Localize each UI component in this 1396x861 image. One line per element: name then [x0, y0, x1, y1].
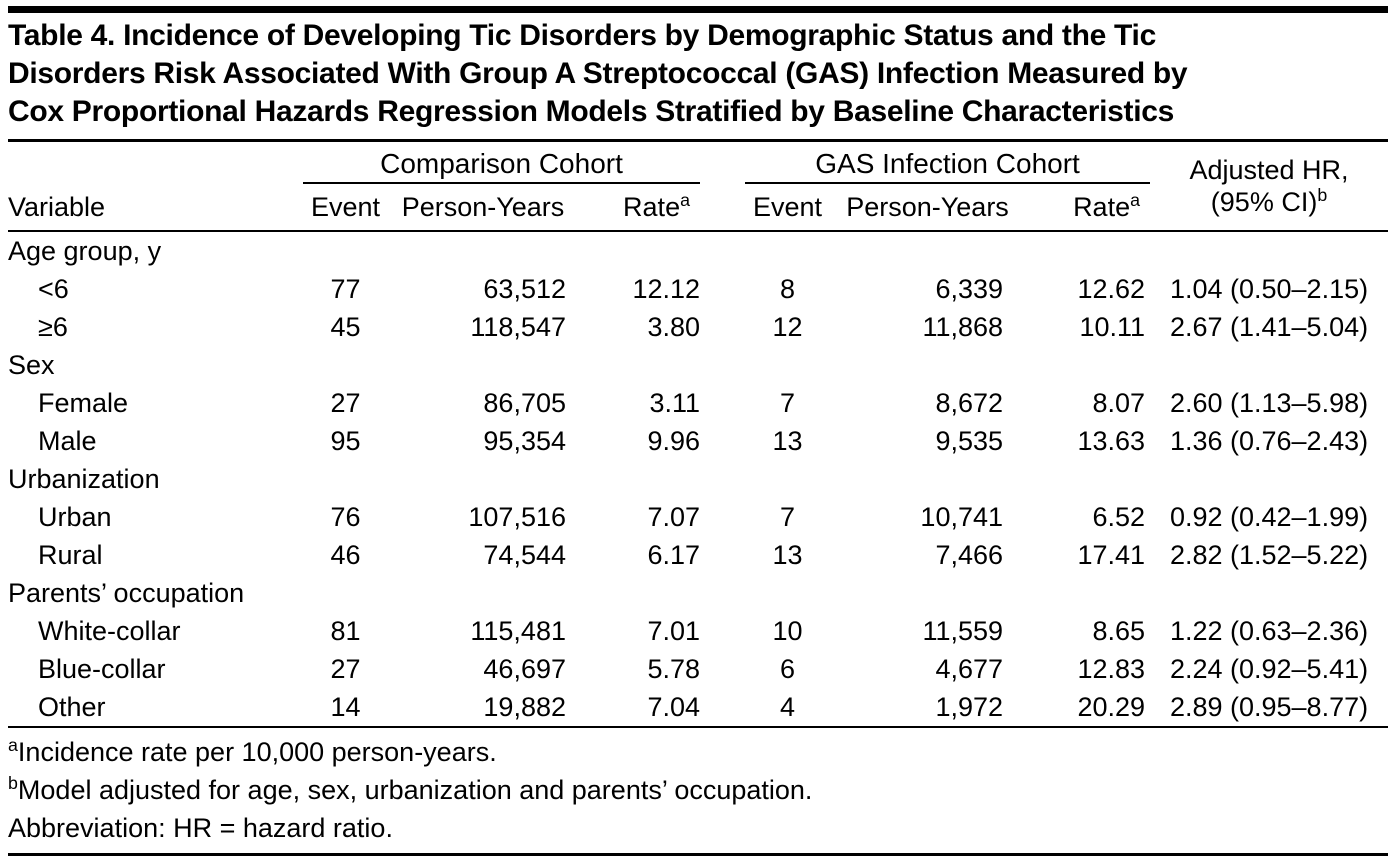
cell-comparison-rate: 7.01 — [647, 616, 701, 646]
cell-gas-rate: 12.62 — [1077, 274, 1146, 304]
top-rule — [8, 6, 1388, 13]
cell-gas-event: 6 — [780, 654, 796, 684]
cell-comparison-person-years: 118,547 — [470, 312, 566, 342]
gas-rate-superscript: a — [1130, 190, 1141, 211]
cell-adjusted-hr: 1.04 (0.50–2.15) — [1169, 274, 1369, 304]
column-header-comparison-event: Event — [303, 183, 388, 231]
column-header-gas-event: Event — [745, 183, 830, 231]
cell-comparison-event: 77 — [330, 274, 361, 304]
gas-rate-label: Rate — [1073, 192, 1131, 222]
table-title-line-3: Cox Proportional Hazards Regression Models Stratified by Baseline Characteristics — [8, 95, 1175, 128]
cell-gas-person-years: 6,339 — [935, 274, 1004, 304]
cell-gas-rate: 8.65 — [1092, 616, 1146, 646]
column-header-adjusted-hr — [1150, 142, 1388, 231]
cell-variable: ≥6 — [38, 312, 68, 342]
table-row — [8, 688, 1388, 726]
cell-gas-event: 13 — [772, 426, 803, 456]
adjusted-hr-superscript: b — [1317, 185, 1328, 206]
comparison-rate-superscript: a — [680, 190, 691, 211]
cell-gas-person-years: 8,672 — [935, 388, 1004, 418]
group-header-gas-infection-cohort — [745, 142, 1150, 183]
table-row — [8, 498, 1388, 536]
cell-gas-person-years: 9,535 — [935, 426, 1004, 456]
footnote-b-text: Model adjusted for age, sex, urbanization and parents’ occupation. — [17, 775, 813, 805]
cell-gas-person-years: 7,466 — [935, 540, 1004, 570]
cell-gas-person-years: 10,741 — [920, 502, 1004, 532]
cell-variable: Blue-collar — [38, 654, 166, 684]
section-header-age-group: Age group, y — [8, 236, 162, 266]
table-row — [8, 650, 1388, 688]
cell-gas-event: 8 — [780, 274, 796, 304]
cell-gas-event: 4 — [780, 692, 796, 722]
cell-comparison-event: 45 — [330, 312, 361, 342]
cell-comparison-event: 14 — [330, 692, 361, 722]
cell-gas-rate: 12.83 — [1077, 654, 1146, 684]
cell-comparison-rate: 3.11 — [649, 388, 701, 418]
cell-adjusted-hr: 0.92 (0.42–1.99) — [1169, 502, 1369, 532]
cell-gas-person-years: 1,972 — [935, 692, 1004, 722]
table-title-line-1: Table 4. Incidence of Developing Tic Disorders by Demographic Status and the Tic — [8, 19, 1156, 52]
column-header-comparison-person-years: Person-Years — [388, 183, 578, 231]
cell-comparison-rate: 5.78 — [647, 654, 701, 684]
section-row — [8, 231, 1388, 270]
column-header-comparison-rate — [578, 183, 700, 231]
adjusted-hr-line-2: (95% CI) — [1210, 187, 1318, 217]
table-row — [8, 308, 1388, 346]
cell-adjusted-hr: 2.89 (0.95–8.77) — [1169, 692, 1369, 722]
cell-gas-person-years: 11,868 — [922, 312, 1004, 342]
column-gap-spacer — [700, 536, 745, 574]
column-gap-spacer — [700, 498, 745, 536]
cell-comparison-rate: 9.96 — [647, 426, 701, 456]
cell-variable: Other — [38, 692, 106, 722]
cell-adjusted-hr: 2.60 (1.13–5.98) — [1169, 388, 1369, 418]
footnote-abbreviation-text: Abbreviation: HR = hazard ratio. — [8, 813, 393, 843]
cell-comparison-event: 81 — [330, 616, 361, 646]
cell-adjusted-hr: 1.22 (0.63–2.36) — [1169, 616, 1369, 646]
table-row — [8, 384, 1388, 422]
cell-comparison-person-years: 107,516 — [468, 502, 566, 532]
adjusted-hr-line-1: Adjusted HR, — [1189, 155, 1349, 185]
cell-comparison-rate: 7.07 — [647, 502, 701, 532]
cell-comparison-person-years: 86,705 — [483, 388, 566, 418]
column-gap-spacer — [700, 308, 745, 346]
column-header-gas-rate — [1025, 183, 1150, 231]
column-gap-spacer — [700, 384, 745, 422]
section-row — [8, 346, 1388, 384]
footnote-b-marker: b — [8, 773, 18, 794]
cell-variable: <6 — [38, 274, 69, 304]
cell-adjusted-hr: 2.82 (1.52–5.22) — [1169, 540, 1369, 570]
cell-comparison-person-years: 46,697 — [483, 654, 566, 684]
column-gap-spacer — [700, 142, 745, 183]
cell-variable: White-collar — [38, 616, 181, 646]
cell-gas-rate: 20.29 — [1077, 692, 1146, 722]
column-gap-spacer — [700, 688, 745, 726]
cell-gas-event: 7 — [780, 388, 796, 418]
footnote-abbreviation — [8, 809, 1388, 847]
cell-gas-person-years: 11,559 — [922, 616, 1004, 646]
cell-comparison-rate: 12.12 — [632, 274, 701, 304]
footnote-a-marker: a — [8, 735, 18, 756]
bottom-rule — [8, 853, 1388, 856]
table-row — [8, 270, 1388, 308]
cell-comparison-event: 46 — [330, 540, 361, 570]
cell-adjusted-hr: 2.67 (1.41–5.04) — [1169, 312, 1369, 342]
cell-comparison-person-years: 115,481 — [470, 616, 566, 646]
cell-variable: Male — [38, 426, 97, 456]
section-row — [8, 574, 1388, 612]
column-gap-spacer — [700, 270, 745, 308]
footnote-b — [8, 771, 1388, 809]
cell-variable: Rural — [38, 540, 103, 570]
cell-comparison-rate: 7.04 — [647, 692, 701, 722]
group-header-gas-infection-cohort-label: GAS Infection Cohort — [815, 148, 1080, 179]
table-title — [8, 13, 1388, 139]
section-row — [8, 460, 1388, 498]
column-gap-spacer — [700, 650, 745, 688]
column-gap-spacer — [700, 183, 745, 231]
variable-column-spacer — [8, 142, 303, 183]
cell-gas-rate: 8.07 — [1092, 388, 1146, 418]
cell-gas-rate: 17.41 — [1077, 540, 1146, 570]
cell-gas-event: 13 — [772, 540, 803, 570]
data-table — [8, 142, 1388, 726]
section-header-sex: Sex — [8, 350, 55, 380]
cell-comparison-person-years: 19,882 — [483, 692, 566, 722]
footnote-a — [8, 733, 1388, 771]
table-row — [8, 612, 1388, 650]
column-gap-spacer — [700, 422, 745, 460]
cell-adjusted-hr: 1.36 (0.76–2.43) — [1169, 426, 1369, 456]
cell-variable: Urban — [38, 502, 112, 532]
table-row — [8, 422, 1388, 460]
cell-comparison-event: 27 — [330, 388, 361, 418]
group-header-row — [8, 142, 1388, 183]
cell-comparison-rate: 3.80 — [647, 312, 701, 342]
cell-gas-rate: 13.63 — [1077, 426, 1146, 456]
group-header-comparison-cohort-label: Comparison Cohort — [380, 148, 623, 179]
cell-comparison-rate: 6.17 — [647, 540, 701, 570]
cell-variable: Female — [38, 388, 129, 418]
column-header-gas-person-years: Person-Years — [830, 183, 1025, 231]
section-header-parents-occupation: Parents’ occupation — [8, 578, 245, 608]
footnote-a-text: Incidence rate per 10,000 person-years. — [17, 737, 497, 767]
footnotes — [8, 728, 1388, 853]
cell-gas-event: 10 — [772, 616, 803, 646]
cell-comparison-event: 27 — [330, 654, 361, 684]
column-gap-spacer — [700, 612, 745, 650]
cell-gas-person-years: 4,677 — [935, 654, 1004, 684]
cell-gas-event: 7 — [780, 502, 796, 532]
group-header-comparison-cohort — [303, 142, 700, 183]
cell-comparison-person-years: 74,544 — [483, 540, 566, 570]
comparison-rate-label: Rate — [623, 192, 681, 222]
cell-gas-rate: 6.52 — [1092, 502, 1146, 532]
section-header-urbanization: Urbanization — [8, 464, 160, 494]
cell-adjusted-hr: 2.24 (0.92–5.41) — [1169, 654, 1369, 684]
cell-comparison-person-years: 95,354 — [483, 426, 566, 456]
cell-comparison-person-years: 63,512 — [483, 274, 566, 304]
table-row — [8, 536, 1388, 574]
cell-gas-rate: 10.11 — [1079, 312, 1146, 342]
cell-comparison-event: 76 — [330, 502, 361, 532]
table-title-line-2: Disorders Risk Associated With Group A Streptococcal (GAS) Infection Measured by — [8, 57, 1188, 90]
cell-gas-event: 12 — [772, 312, 803, 342]
column-header-variable: Variable — [8, 183, 303, 231]
cell-comparison-event: 95 — [330, 426, 361, 456]
